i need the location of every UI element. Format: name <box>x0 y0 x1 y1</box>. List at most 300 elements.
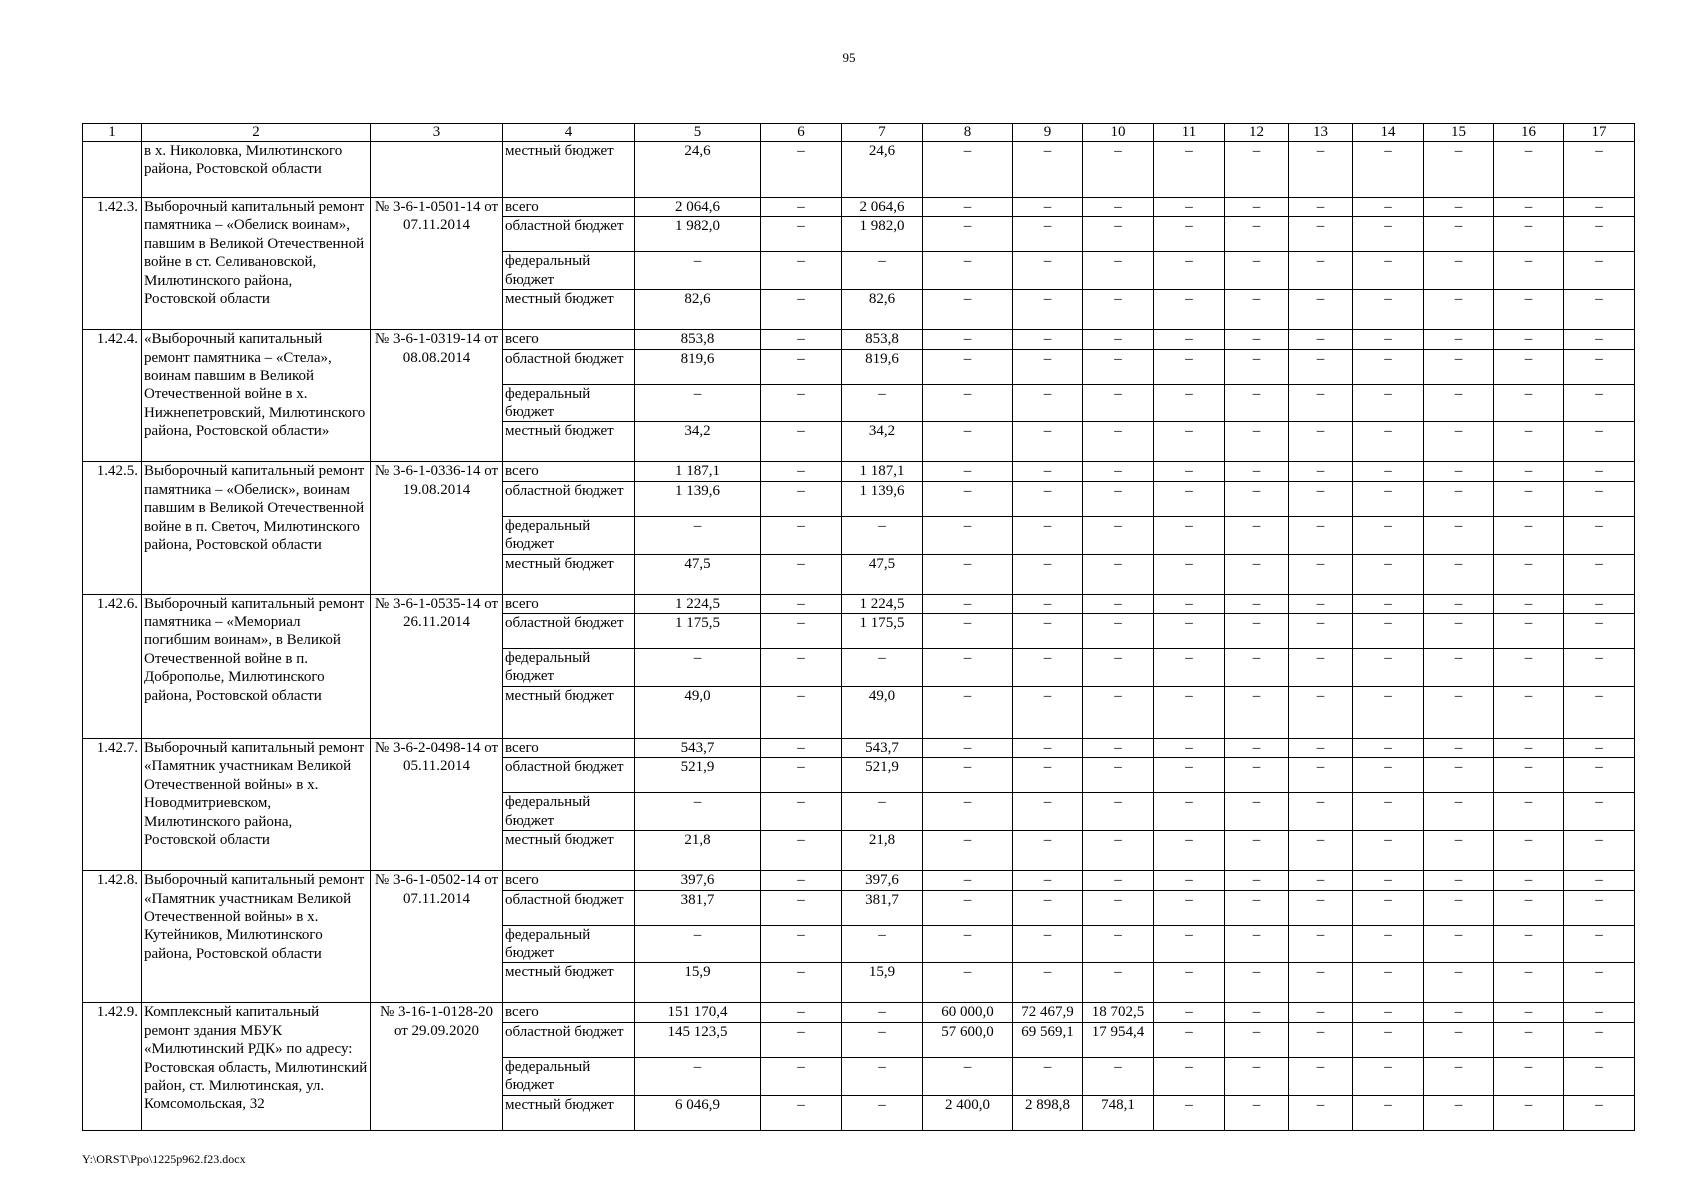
funding-source: местный бюджет <box>503 554 635 594</box>
value-col-6: – <box>761 1022 842 1057</box>
value-col-5: 819,6 <box>635 349 761 384</box>
value-col-6: – <box>761 349 842 384</box>
value-col-17: – <box>1564 1057 1635 1095</box>
value-col-7: – <box>842 1057 923 1095</box>
value-col-8: – <box>923 594 1013 613</box>
value-col-10: – <box>1083 758 1154 793</box>
value-col-5: 1 175,5 <box>635 614 761 649</box>
value-col-12: – <box>1225 890 1289 925</box>
value-col-6: – <box>761 330 842 349</box>
value-col-9: – <box>1013 330 1083 349</box>
value-col-7: – <box>842 1022 923 1057</box>
value-col-17: – <box>1564 963 1635 1003</box>
column-header-11: 11 <box>1154 124 1225 142</box>
value-col-10: – <box>1083 330 1154 349</box>
value-col-6: – <box>761 871 842 890</box>
column-header-6: 6 <box>761 124 842 142</box>
value-col-15: – <box>1424 554 1494 594</box>
funding-source: федеральный бюджет <box>503 793 635 831</box>
funding-source: областной бюджет <box>503 481 635 516</box>
column-header-2: 2 <box>142 124 371 142</box>
value-col-8: – <box>923 516 1013 554</box>
value-col-5: 6 046,9 <box>635 1095 761 1130</box>
value-col-5: – <box>635 649 761 687</box>
value-col-5: 543,7 <box>635 738 761 757</box>
value-col-6: – <box>761 1095 842 1130</box>
value-col-7: 15,9 <box>842 963 923 1003</box>
value-col-12: – <box>1225 142 1289 198</box>
value-col-10: – <box>1083 738 1154 757</box>
funding-source: федеральный бюджет <box>503 516 635 554</box>
item-name: Выборочный капитальный ремонт памятника – «Обелиск воинам», павшим в Великой Отечественной войне в ст. Селивановской, Милютинского района, Ростовской области <box>142 198 371 330</box>
value-col-10: – <box>1083 963 1154 1003</box>
value-col-10: – <box>1083 481 1154 516</box>
value-col-6: – <box>761 793 842 831</box>
value-col-14: – <box>1353 1022 1424 1057</box>
value-col-5: 1 982,0 <box>635 217 761 252</box>
table-row <box>83 198 1635 217</box>
value-col-9: – <box>1013 198 1083 217</box>
item-document: № 3-6-1-0501-14 от 07.11.2014 <box>371 198 503 330</box>
value-col-10: – <box>1083 462 1154 481</box>
value-col-11: – <box>1154 1095 1225 1130</box>
value-col-7: 1 139,6 <box>842 481 923 516</box>
value-col-16: – <box>1494 890 1564 925</box>
value-col-9: 72 467,9 <box>1013 1003 1083 1022</box>
value-col-10: 748,1 <box>1083 1095 1154 1130</box>
value-col-13: – <box>1289 871 1353 890</box>
funding-source: областной бюджет <box>503 614 635 649</box>
value-col-13: – <box>1289 481 1353 516</box>
value-col-8: – <box>923 890 1013 925</box>
value-col-11: – <box>1154 649 1225 687</box>
value-col-13: – <box>1289 142 1353 198</box>
value-col-11: – <box>1154 758 1225 793</box>
value-col-8: – <box>923 686 1013 738</box>
column-header-14: 14 <box>1353 124 1424 142</box>
value-col-17: – <box>1564 422 1635 462</box>
value-col-5: 397,6 <box>635 871 761 890</box>
value-col-12: – <box>1225 290 1289 330</box>
table-row <box>83 330 1635 349</box>
value-col-9: – <box>1013 594 1083 613</box>
page-number: 95 <box>842 50 856 65</box>
value-col-9: – <box>1013 217 1083 252</box>
value-col-15: – <box>1424 217 1494 252</box>
value-col-11: – <box>1154 871 1225 890</box>
value-col-10: 17 954,4 <box>1083 1022 1154 1057</box>
value-col-8: – <box>923 142 1013 198</box>
value-col-8: – <box>923 252 1013 290</box>
value-col-7: 543,7 <box>842 738 923 757</box>
value-col-7: 397,6 <box>842 871 923 890</box>
value-col-9: – <box>1013 963 1083 1003</box>
value-col-8: – <box>923 649 1013 687</box>
item-code: 1.42.3. <box>83 198 142 330</box>
value-col-11: – <box>1154 1022 1225 1057</box>
column-header-3: 3 <box>371 124 503 142</box>
funding-source: всего <box>503 594 635 613</box>
value-col-11: – <box>1154 516 1225 554</box>
value-col-6: – <box>761 217 842 252</box>
value-col-12: – <box>1225 758 1289 793</box>
value-col-13: – <box>1289 462 1353 481</box>
value-col-9: – <box>1013 349 1083 384</box>
value-col-10: – <box>1083 871 1154 890</box>
value-col-5: 1 224,5 <box>635 594 761 613</box>
funding-source: федеральный бюджет <box>503 925 635 963</box>
value-col-15: – <box>1424 330 1494 349</box>
value-col-8: – <box>923 1057 1013 1095</box>
funding-source: местный бюджет <box>503 686 635 738</box>
value-col-15: – <box>1424 871 1494 890</box>
column-header-15: 15 <box>1424 124 1494 142</box>
value-col-17: – <box>1564 290 1635 330</box>
item-code: 1.42.8. <box>83 871 142 1003</box>
value-col-11: – <box>1154 1003 1225 1022</box>
value-col-16: – <box>1494 738 1564 757</box>
value-col-14: – <box>1353 422 1424 462</box>
value-col-14: – <box>1353 594 1424 613</box>
value-col-6: – <box>761 1057 842 1095</box>
value-col-17: – <box>1564 758 1635 793</box>
value-col-17: – <box>1564 649 1635 687</box>
value-col-12: – <box>1225 198 1289 217</box>
value-col-17: – <box>1564 925 1635 963</box>
value-col-8: – <box>923 793 1013 831</box>
value-col-15: – <box>1424 422 1494 462</box>
value-col-11: – <box>1154 594 1225 613</box>
value-col-15: – <box>1424 462 1494 481</box>
value-col-9: – <box>1013 462 1083 481</box>
value-col-15: – <box>1424 614 1494 649</box>
value-col-14: – <box>1353 142 1424 198</box>
column-header-16: 16 <box>1494 124 1564 142</box>
value-col-15: – <box>1424 1057 1494 1095</box>
column-header-10: 10 <box>1083 124 1154 142</box>
value-col-15: – <box>1424 831 1494 871</box>
value-col-5: 145 123,5 <box>635 1022 761 1057</box>
value-col-5: 2 064,6 <box>635 198 761 217</box>
column-header-7: 7 <box>842 124 923 142</box>
value-col-13: – <box>1289 758 1353 793</box>
value-col-17: – <box>1564 831 1635 871</box>
value-col-12: – <box>1225 349 1289 384</box>
value-col-11: – <box>1154 217 1225 252</box>
value-col-7: 82,6 <box>842 290 923 330</box>
value-col-9: – <box>1013 481 1083 516</box>
value-col-8: – <box>923 422 1013 462</box>
value-col-5: 1 187,1 <box>635 462 761 481</box>
value-col-13: – <box>1289 963 1353 1003</box>
value-col-16: – <box>1494 686 1564 738</box>
value-col-14: – <box>1353 925 1424 963</box>
value-col-13: – <box>1289 649 1353 687</box>
value-col-5: 1 139,6 <box>635 481 761 516</box>
value-col-9: – <box>1013 871 1083 890</box>
value-col-14: – <box>1353 831 1424 871</box>
value-col-6: – <box>761 554 842 594</box>
value-col-10: – <box>1083 594 1154 613</box>
value-col-17: – <box>1564 1003 1635 1022</box>
value-col-13: – <box>1289 890 1353 925</box>
item-code: 1.42.6. <box>83 594 142 738</box>
value-col-13: – <box>1289 831 1353 871</box>
value-col-7: 853,8 <box>842 330 923 349</box>
value-col-11: – <box>1154 384 1225 422</box>
value-col-5: – <box>635 925 761 963</box>
value-col-12: – <box>1225 686 1289 738</box>
budget-table-container <box>82 123 1635 1131</box>
value-col-14: – <box>1353 290 1424 330</box>
value-col-10: – <box>1083 290 1154 330</box>
item-name: Выборочный капитальный ремонт памятника – «Мемориал погибшим воинам», в Великой Отечественной войне в п. Доброполье, Милютинского района, Ростовской области <box>142 594 371 738</box>
value-col-16: – <box>1494 1022 1564 1057</box>
value-col-15: – <box>1424 142 1494 198</box>
file-path-footer: Y:\ORST\Ppo\1225p962.f23.docx <box>82 1152 246 1166</box>
funding-source: федеральный бюджет <box>503 252 635 290</box>
value-col-13: – <box>1289 198 1353 217</box>
value-col-11: – <box>1154 793 1225 831</box>
value-col-17: – <box>1564 462 1635 481</box>
value-col-12: – <box>1225 614 1289 649</box>
value-col-17: – <box>1564 1022 1635 1057</box>
item-document: № 3-6-1-0535-14 от 26.11.2014 <box>371 594 503 738</box>
value-col-6: – <box>761 925 842 963</box>
value-col-12: – <box>1225 516 1289 554</box>
value-col-16: – <box>1494 330 1564 349</box>
value-col-14: – <box>1353 349 1424 384</box>
value-col-14: – <box>1353 890 1424 925</box>
value-col-11: – <box>1154 554 1225 594</box>
value-col-7: – <box>842 793 923 831</box>
value-col-12: – <box>1225 554 1289 594</box>
value-col-12: – <box>1225 831 1289 871</box>
value-col-9: – <box>1013 516 1083 554</box>
value-col-15: – <box>1424 963 1494 1003</box>
value-col-7: – <box>842 384 923 422</box>
value-col-6: – <box>761 758 842 793</box>
value-col-9: 2 898,8 <box>1013 1095 1083 1130</box>
funding-source: местный бюджет <box>503 963 635 1003</box>
value-col-15: – <box>1424 758 1494 793</box>
value-col-11: – <box>1154 925 1225 963</box>
value-col-9: 69 569,1 <box>1013 1022 1083 1057</box>
value-col-8: – <box>923 738 1013 757</box>
value-col-17: – <box>1564 871 1635 890</box>
value-col-13: – <box>1289 925 1353 963</box>
value-col-16: – <box>1494 649 1564 687</box>
value-col-11: – <box>1154 890 1225 925</box>
value-col-12: – <box>1225 649 1289 687</box>
value-col-8: – <box>923 614 1013 649</box>
column-header-17: 17 <box>1564 124 1635 142</box>
value-col-12: – <box>1225 252 1289 290</box>
value-col-14: – <box>1353 198 1424 217</box>
value-col-17: – <box>1564 198 1635 217</box>
value-col-14: – <box>1353 1095 1424 1130</box>
value-col-16: – <box>1494 871 1564 890</box>
value-col-17: – <box>1564 330 1635 349</box>
value-col-7: 819,6 <box>842 349 923 384</box>
value-col-17: – <box>1564 516 1635 554</box>
item-code: 1.42.9. <box>83 1003 142 1130</box>
value-col-17: – <box>1564 614 1635 649</box>
value-col-7: – <box>842 1003 923 1022</box>
value-col-11: – <box>1154 614 1225 649</box>
value-col-6: – <box>761 142 842 198</box>
value-col-6: – <box>761 686 842 738</box>
value-col-15: – <box>1424 481 1494 516</box>
value-col-13: – <box>1289 793 1353 831</box>
value-col-16: – <box>1494 481 1564 516</box>
value-col-11: – <box>1154 481 1225 516</box>
value-col-13: – <box>1289 330 1353 349</box>
value-col-14: – <box>1353 963 1424 1003</box>
value-col-10: – <box>1083 686 1154 738</box>
value-col-16: – <box>1494 554 1564 594</box>
value-col-16: – <box>1494 831 1564 871</box>
value-col-11: – <box>1154 738 1225 757</box>
value-col-16: – <box>1494 198 1564 217</box>
value-col-9: – <box>1013 758 1083 793</box>
value-col-11: – <box>1154 1057 1225 1095</box>
value-col-7: – <box>842 252 923 290</box>
value-col-10: – <box>1083 198 1154 217</box>
value-col-14: – <box>1353 614 1424 649</box>
value-col-10: – <box>1083 422 1154 462</box>
value-col-8: – <box>923 462 1013 481</box>
value-col-6: – <box>761 481 842 516</box>
value-col-7: 24,6 <box>842 142 923 198</box>
value-col-7: 1 175,5 <box>842 614 923 649</box>
value-col-12: – <box>1225 1057 1289 1095</box>
value-col-13: – <box>1289 614 1353 649</box>
value-col-8: 60 000,0 <box>923 1003 1013 1022</box>
value-col-14: – <box>1353 871 1424 890</box>
value-col-11: – <box>1154 198 1225 217</box>
value-col-7: 381,7 <box>842 890 923 925</box>
value-col-16: – <box>1494 963 1564 1003</box>
item-name: Комплексный капитальный ремонт здания МБУК «Милютинский РДК» по адресу: Ростовская область, Милютинский район, ст. Милютинская, ул. Комсомольская, 32 <box>142 1003 371 1130</box>
value-col-13: – <box>1289 1022 1353 1057</box>
table-row <box>83 594 1635 613</box>
value-col-12: – <box>1225 481 1289 516</box>
value-col-7: 1 982,0 <box>842 217 923 252</box>
value-col-5: 15,9 <box>635 963 761 1003</box>
value-col-9: – <box>1013 290 1083 330</box>
value-col-14: – <box>1353 554 1424 594</box>
funding-source: областной бюджет <box>503 890 635 925</box>
value-col-14: – <box>1353 649 1424 687</box>
value-col-6: – <box>761 831 842 871</box>
value-col-15: – <box>1424 890 1494 925</box>
value-col-16: – <box>1494 142 1564 198</box>
value-col-10: – <box>1083 554 1154 594</box>
value-col-15: – <box>1424 594 1494 613</box>
value-col-15: – <box>1424 290 1494 330</box>
value-col-11: – <box>1154 252 1225 290</box>
value-col-10: – <box>1083 614 1154 649</box>
value-col-7: – <box>842 516 923 554</box>
value-col-11: – <box>1154 831 1225 871</box>
value-col-16: – <box>1494 594 1564 613</box>
value-col-5: – <box>635 1057 761 1095</box>
value-col-9: – <box>1013 649 1083 687</box>
value-col-16: – <box>1494 516 1564 554</box>
value-col-8: – <box>923 384 1013 422</box>
value-col-10: – <box>1083 252 1154 290</box>
value-col-15: – <box>1424 1003 1494 1022</box>
value-col-5: 24,6 <box>635 142 761 198</box>
value-col-17: – <box>1564 349 1635 384</box>
value-col-9: – <box>1013 554 1083 594</box>
value-col-6: – <box>761 290 842 330</box>
value-col-8: 57 600,0 <box>923 1022 1013 1057</box>
item-name: Выборочный капитальный ремонт памятника – «Обелиск», воинам павшим в Великой Отечественной войне в п. Светоч, Милютинского района, Ростовской области <box>142 462 371 594</box>
value-col-13: – <box>1289 554 1353 594</box>
value-col-14: – <box>1353 330 1424 349</box>
item-document: № 3-6-1-0502-14 от 07.11.2014 <box>371 871 503 1003</box>
value-col-12: – <box>1225 925 1289 963</box>
item-name: Выборочный капитальный ремонт «Памятник участникам Великой Отечественной войны» в х. Кутейников, Милютинского района, Ростовской области <box>142 871 371 1003</box>
value-col-5: – <box>635 516 761 554</box>
value-col-5: 47,5 <box>635 554 761 594</box>
value-col-10: – <box>1083 349 1154 384</box>
value-col-6: – <box>761 614 842 649</box>
value-col-15: – <box>1424 349 1494 384</box>
value-col-14: – <box>1353 252 1424 290</box>
funding-source: всего <box>503 198 635 217</box>
value-col-16: – <box>1494 793 1564 831</box>
value-col-17: – <box>1564 738 1635 757</box>
value-col-10: – <box>1083 831 1154 871</box>
value-col-13: – <box>1289 217 1353 252</box>
value-col-7: 21,8 <box>842 831 923 871</box>
value-col-9: – <box>1013 142 1083 198</box>
value-col-16: – <box>1494 925 1564 963</box>
column-header-13: 13 <box>1289 124 1353 142</box>
value-col-14: – <box>1353 1003 1424 1022</box>
column-header-5: 5 <box>635 124 761 142</box>
value-col-7: 34,2 <box>842 422 923 462</box>
value-col-8: – <box>923 330 1013 349</box>
value-col-8: – <box>923 871 1013 890</box>
value-col-15: – <box>1424 925 1494 963</box>
value-col-7: – <box>842 925 923 963</box>
item-document: № 3-6-1-0319-14 от 08.08.2014 <box>371 330 503 462</box>
value-col-17: – <box>1564 890 1635 925</box>
funding-source: всего <box>503 738 635 757</box>
value-col-7: 47,5 <box>842 554 923 594</box>
value-col-5: 151 170,4 <box>635 1003 761 1022</box>
value-col-15: – <box>1424 649 1494 687</box>
header-row <box>83 124 1635 142</box>
value-col-7: 49,0 <box>842 686 923 738</box>
value-col-14: – <box>1353 758 1424 793</box>
table-row <box>83 738 1635 757</box>
value-col-14: – <box>1353 481 1424 516</box>
value-col-15: – <box>1424 686 1494 738</box>
value-col-16: – <box>1494 252 1564 290</box>
value-col-14: – <box>1353 738 1424 757</box>
value-col-13: – <box>1289 594 1353 613</box>
item-name: «Выборочный капитальный ремонт памятника – «Стела», воинам павшим в Великой Отечественной войне в х. Нижнепетровский, Милютинского района, Ростовской области» <box>142 330 371 462</box>
value-col-6: – <box>761 1003 842 1022</box>
value-col-11: – <box>1154 686 1225 738</box>
value-col-13: – <box>1289 738 1353 757</box>
value-col-17: – <box>1564 686 1635 738</box>
